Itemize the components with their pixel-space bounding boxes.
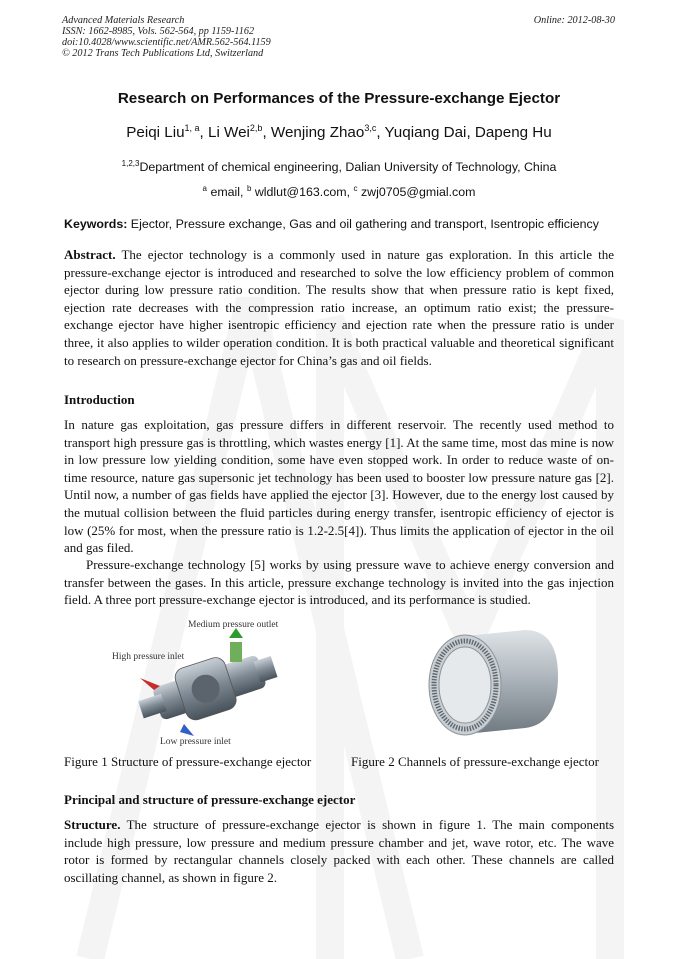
figure-2-caption: Figure 2 Channels of pressure-exchange ejector [351,754,599,769]
online-date: Online: 2012-08-30 [533,15,615,26]
structure-label: Structure. [64,817,121,832]
structure-text: The structure of pressure-exchange ejector is shown in figure 1. The main components include high pressure, low pressure and medium pressure chamber and jet, wave rotor, etc. The wave rotor is formed by rectangular channels closely packed with each other. These channels are called oscillating channel, as shown in figure 2. [64,817,614,885]
high-pressure-inlet-label: High pressure inlet [112,652,185,662]
ejector-structure-figure [110,620,290,750]
author-affil-mark: 2,b [249,123,263,133]
issn-line: ISSN: 1662-8985, Vols. 562-564, pp 1159-1162 [62,26,255,37]
abstract-label: Abstract. [64,247,116,262]
author-emails [0,184,678,199]
author-list: Peiqi Liu$^{1, a}$, Li Wei$^{2,b}$, Wenjing Zhao$^{3,c}$, Yuqiang Dai, Dapeng Hu [126,123,552,141]
author-name: Dapeng Hu [474,124,552,141]
introduction-paragraph-1: In nature gas exploitation, gas pressure differs in different reservoir. The recently used method to transport high pressure gas is throttling, which wastes energy [1]. At the same time, most das mine is now in low pressure low yielding condition, some have even stopped work. In order to reduce waste of on-time resource, nature gas supersonic jet technology has been used to booster low pressure nature gas [2]. Until now, a number of gas fields have applied the ejector [3]. However, due to the energy lost caused by the mutual collision between the fluid particles during energy transfer, isentropic efficiency of ejector is low (25% for most, when the pressure ratio is 1.2-2.5[4]). Thus limits the application of ejector in the oil and gas filed. [64,417,614,556]
author-affil-mark: 3,c [364,123,377,133]
email-text-b: wldlut@163.com, [251,185,354,199]
doi-line: doi:10.4028/www.scientific.net/AMR.562-564.1159 [62,37,271,48]
email-text-c: zwj0705@gmial.com [357,185,476,199]
blue-arrow-icon [180,724,194,736]
affiliation-mark: 1,2,3 [121,159,140,168]
wave-rotor-channels-figure [420,628,560,738]
figure-1-caption: Figure 1 Structure of pressure-exchange ejector [64,754,312,769]
journal-name: Advanced Materials Research [62,15,185,26]
author-name: Yuqiang Dai [384,124,467,141]
journal-header [62,15,271,59]
introduction-paragraph-2: Pressure-exchange technology [5] works by using pressure wave to achieve energy conversion and transfer between the gases. In this article, pressure exchange technology is invited into the gas injection field. A three port pressure-exchange ejector is introduced, and its performance is studied. [64,557,614,608]
keywords-text: Ejector, Pressure exchange, Gas and oil gathering and transport, Isentropic efficiency [127,217,599,231]
structure-paragraph [64,816,614,886]
email-text-a: email, [207,185,247,199]
low-pressure-inlet-label: Low pressure inlet [160,737,231,747]
principal-heading: Principal and structure of pressure-exchange ejector [64,792,356,807]
abstract [64,246,614,369]
paper-title: Research on Performances of the Pressure-exchange Ejector [117,90,561,107]
abstract-text: The ejector technology is a commonly used in nature gas exploration. In this article the pressure-exchange ejector is introduced and researched to solve the low efficiency problem of common ejector during low pressure ratio condition. The results show that when pressure ratio is kept fixed, ejection rate decreases with the compression ratio increase, an optimum ratio exist; the pressure-exchange ejector have higher isentropic efficiency and ejection rate when the pressure ratio is under three, it also applies to wilder operation condition. It is both practical valuable and theoretical significant to research on pressure-exchange ejector for China’s gas and oil fields. [64,247,614,368]
copyright-line: © 2012 Trans Tech Publications Ltd, Switzerland [62,48,264,59]
email-mark-c: c [353,184,358,193]
medium-pressure-outlet-label: Medium pressure outlet [188,620,279,630]
affiliation-text: Department of chemical engineering, Dalian University of Technology, China [139,160,557,174]
author-affil-mark: 1, a [184,123,200,133]
email-mark-b: b [246,184,252,193]
affiliation [0,159,678,174]
author-name: Li Wei [208,124,250,141]
keywords [64,217,616,231]
author-name: Wenjing Zhao [270,124,365,141]
author-name: Peiqi Liu [126,124,185,141]
introduction-heading: Introduction [64,392,135,407]
email-mark-a: a [202,184,207,193]
keywords-label: Keywords: [64,217,128,231]
outlet-pipe [230,642,242,662]
